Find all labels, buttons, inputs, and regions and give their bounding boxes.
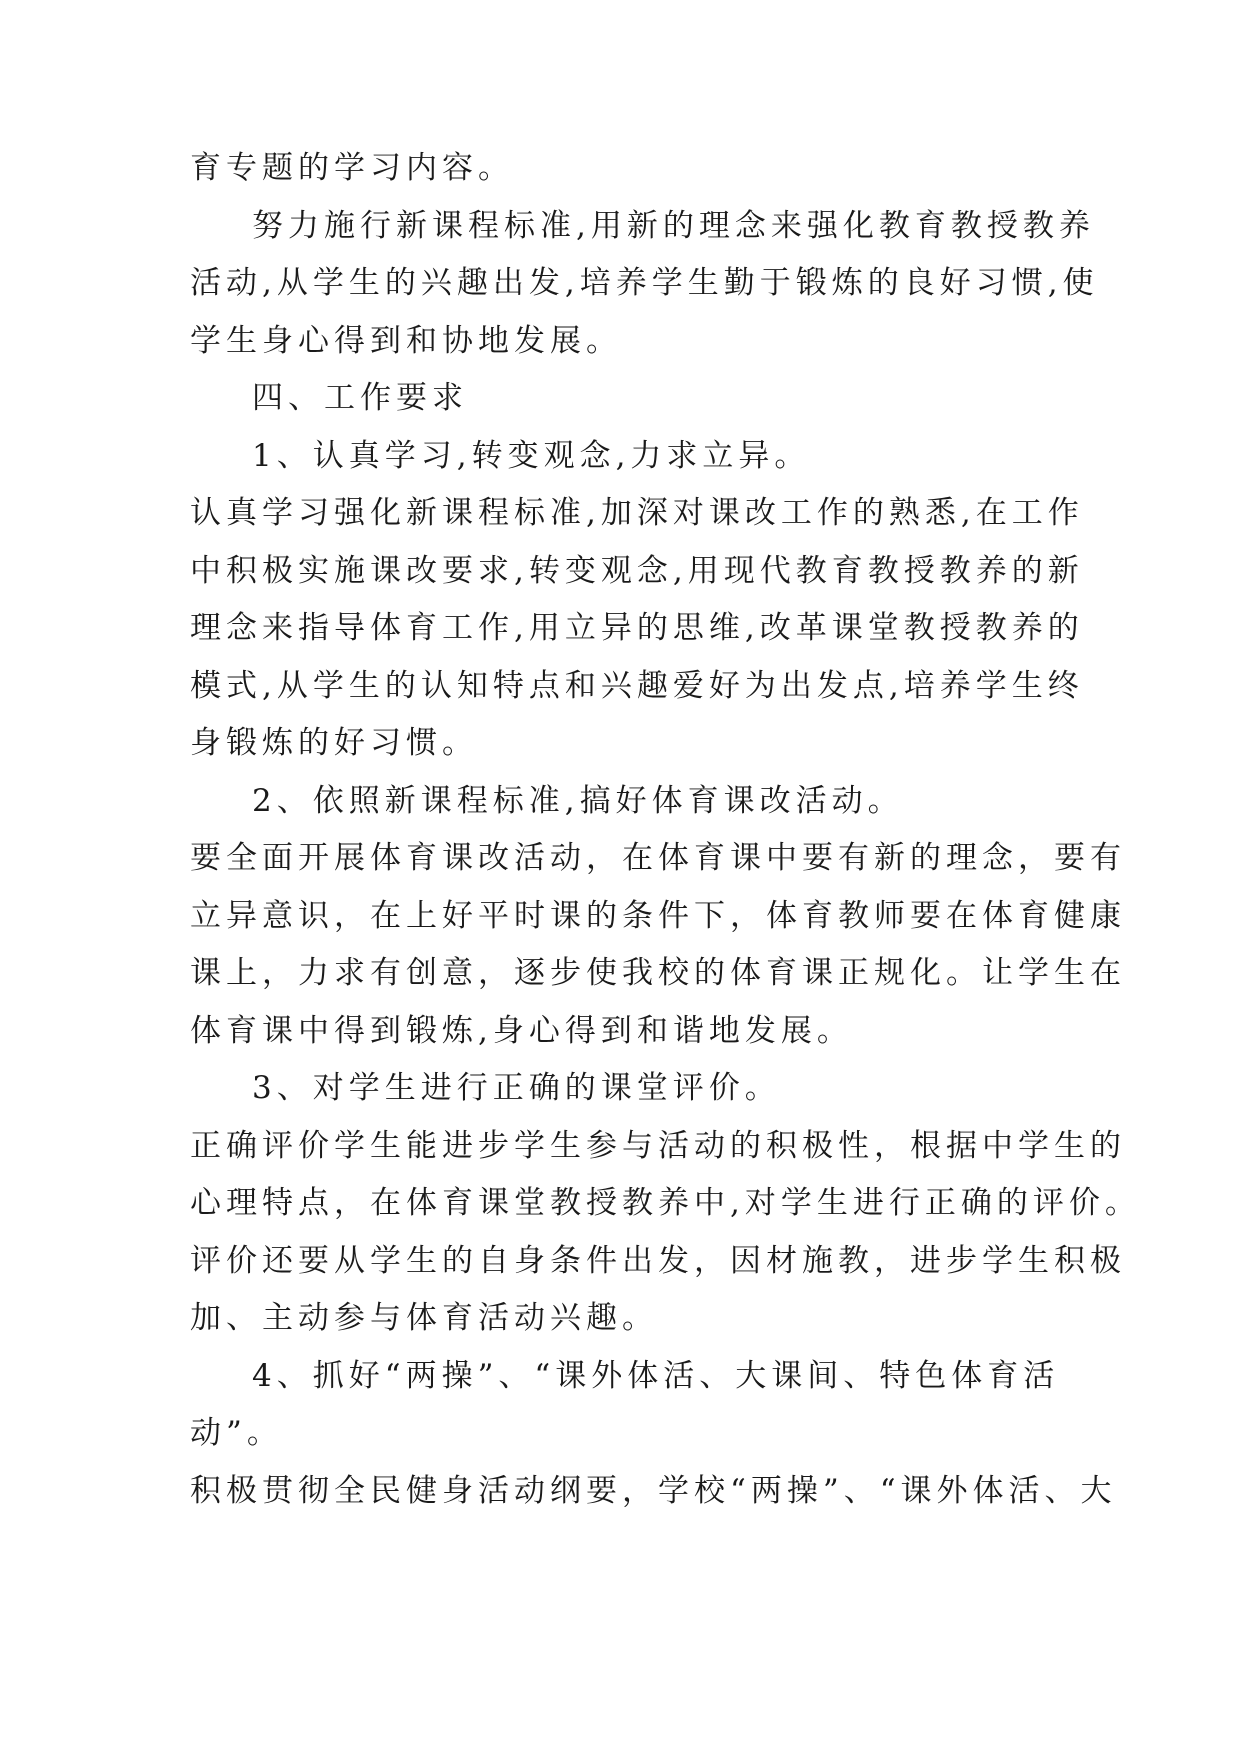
text-line: 评价还要从学生的自身条件出发，因材施教，进步学生积极 bbox=[190, 1243, 1126, 1279]
text-line: 学生身心得到和协地发展。 bbox=[190, 323, 622, 359]
text-line: 加、主动参与体育活动兴趣。 bbox=[190, 1300, 658, 1336]
text-line: 立异意识，在上好平时课的条件下，体育教师要在体育健康 bbox=[190, 898, 1126, 934]
text-line: 动”。 bbox=[190, 1415, 283, 1451]
text-line: 育专题的学习内容。 bbox=[190, 150, 514, 186]
text-line: 课上，力求有创意，逐步使我校的体育课正规化。让学生在 bbox=[190, 955, 1126, 991]
text-line: 模式,从学生的认知特点和兴趣爱好为出发点,培养学生终 bbox=[190, 668, 1084, 704]
text-line: 积极贯彻全民健身活动纲要，学校“两操”、“课外体活、大 bbox=[190, 1473, 1117, 1509]
text-line: 中积极实施课改要求,转变观念,用现代教育教授教养的新 bbox=[190, 553, 1084, 589]
text-line: 心理特点，在体育课堂教授教养中,对学生进行正确的评价。 bbox=[190, 1185, 1141, 1221]
text-line: 活动,从学生的兴趣出发,培养学生勤于锻炼的良好习惯,使 bbox=[190, 265, 1099, 301]
subsection-heading: 4、抓好“两操”、“课外体活、大课间、特色体育活 bbox=[252, 1358, 1060, 1394]
text-line: 努力施行新课程标准,用新的理念来强化教育教授教养 bbox=[252, 208, 1095, 244]
text-line: 要全面开展体育课改活动，在体育课中要有新的理念，要有 bbox=[190, 840, 1126, 876]
text-line: 理念来指导体育工作,用立异的思维,改革课堂教授教养的 bbox=[190, 610, 1084, 646]
subsection-heading: 1、认真学习,转变观念,力求立异。 bbox=[252, 438, 811, 474]
text-line: 体育课中得到锻炼,身心得到和谐地发展。 bbox=[190, 1013, 853, 1049]
subsection-heading: 3、对学生进行正确的课堂评价。 bbox=[252, 1070, 781, 1106]
subsection-heading: 2、依照新课程标准,搞好体育课改活动。 bbox=[252, 783, 904, 819]
text-line: 正确评价学生能进步学生参与活动的积极性，根据中学生的 bbox=[190, 1128, 1126, 1164]
text-line: 认真学习强化新课程标准,加深对课改工作的熟悉,在工作 bbox=[190, 495, 1084, 531]
text-line: 身锻炼的好习惯。 bbox=[190, 725, 478, 761]
section-heading: 四、工作要求 bbox=[252, 380, 468, 416]
